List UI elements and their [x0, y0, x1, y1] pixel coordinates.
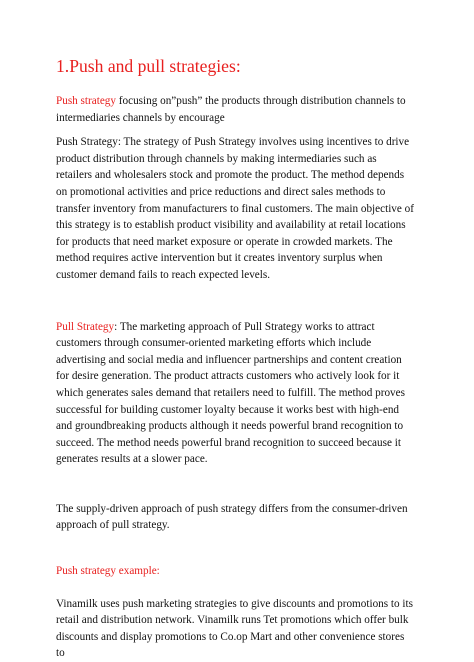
- section-heading: 1.Push and pull strategies:: [56, 56, 241, 76]
- push-strategy-term: Push strategy: [56, 95, 116, 107]
- example-heading: Push strategy example:: [56, 565, 160, 578]
- push-strategy-paragraph: Push Strategy: The strategy of Push Strategy involves using incentives to drive product distribution through channels by making intermediaries such as retailers and wholesalers stock and promote the product. The method depends on promotional activities and price reductions and direct sales methods to transfer inventory from manufacturers to final customers. The main objective of this strategy is to establish product visibility and availability at retail locations for products that need market exposure or operate in crowded markets. The method requires active intervention but it creates inventory surplus when customer demand fails to reach expected levels.: [56, 136, 414, 281]
- comparison-paragraph: The supply-driven approach of push strategy differs from the consumer-driven approach of pull strategy.: [56, 502, 408, 532]
- pull-strategy-term: Pull Strategy: [56, 320, 115, 333]
- intro-text: focusing on”push” the products through distribution channels to intermediaries channels by encourage: [56, 95, 406, 124]
- intro-paragraph: [56, 93, 414, 126]
- pull-strategy-text: : The marketing approach of Pull Strategy works to attract customers through consumer-oriented marketing efforts which include advertising and social media and influencer partnerships and content creation for desire generation. The product attracts customers who actively look for it which generates sales demand that retailers need to fulfill. The method proves successful for building customer loyalty because it works best with high-end and groundbreaking products although it needs powerful brand recognition to succeed. The method needs powerful brand recognition to succeed because it generates results at a slower pace.: [56, 320, 405, 466]
- example-paragraph: Vinamilk uses push marketing strategies to give discounts and promotions to its retail and distribution network. Vinamilk runs Tet promotions which offer bulk discounts and display promotions to Co.op Mart and other convenience stores to: [56, 597, 413, 660]
- pull-strategy-paragraph: [56, 319, 414, 468]
